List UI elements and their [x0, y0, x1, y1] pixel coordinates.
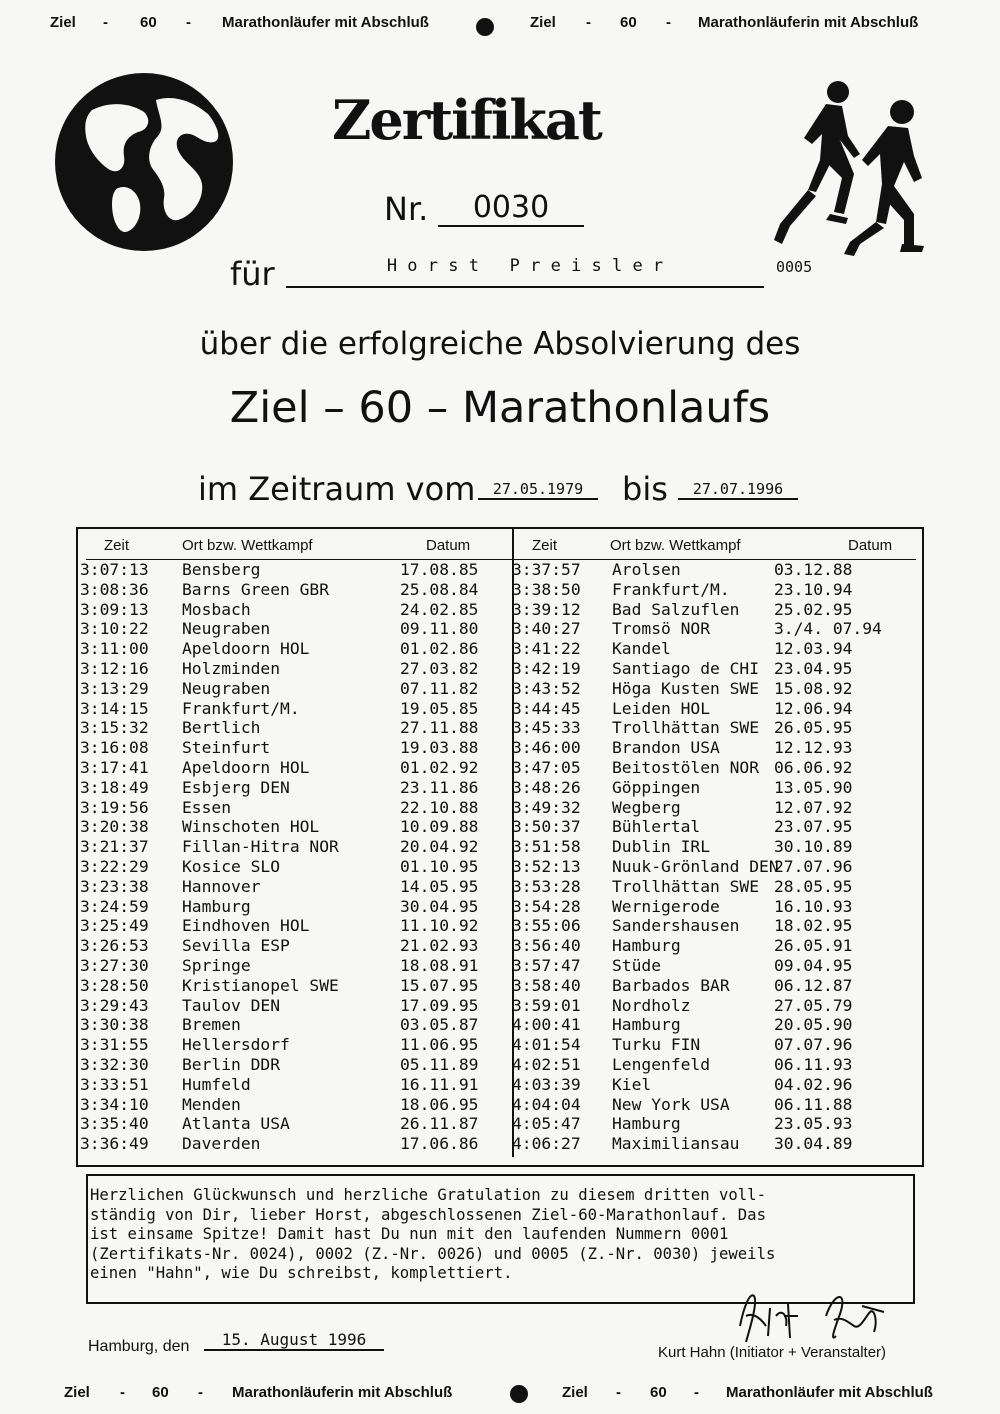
result-place: Bühlertal [612, 817, 701, 837]
period-from: 27.05.1979 [478, 480, 598, 500]
result-time: 4:01:54 [512, 1035, 581, 1055]
result-date: 11.10.92 [400, 916, 479, 936]
result-date: 12.07.92 [774, 797, 853, 817]
result-time: 3:17:41 [80, 757, 149, 777]
table-row [80, 1035, 500, 1055]
table-row [512, 778, 918, 798]
result-time: 3:26:53 [80, 936, 149, 956]
results-left-column [80, 560, 500, 1154]
result-place: Taulov DEN [182, 995, 281, 1015]
table-row [80, 619, 500, 639]
result-place: Trollhättan SWE [612, 718, 760, 738]
result-date: 17.09.95 [400, 995, 479, 1015]
table-row [512, 1035, 918, 1055]
banner-dash: - [186, 14, 191, 31]
result-date: 30.04.95 [400, 896, 479, 916]
table-row [512, 1015, 918, 1035]
result-time: 3:41:22 [512, 639, 581, 659]
table-row [512, 798, 918, 818]
result-place: Hamburg [612, 1114, 681, 1134]
table-row [80, 1055, 500, 1075]
banner-word: Ziel [530, 14, 556, 31]
result-time: 3:10:22 [80, 619, 149, 639]
result-date: 11.06.95 [400, 1035, 479, 1055]
table-row [80, 916, 500, 936]
result-time: 3:48:26 [512, 777, 581, 797]
signer-name: Kurt Hahn (Initiator + Veranstalter) [658, 1344, 887, 1361]
result-date: 06.12.87 [774, 975, 853, 995]
result-place: Trollhättan SWE [612, 876, 760, 896]
table-row [512, 857, 918, 877]
result-place: Eindhoven HOL [182, 916, 310, 936]
result-date: 09.04.95 [774, 955, 853, 975]
result-place: Hamburg [612, 1015, 681, 1035]
banner-dash: - [103, 14, 108, 31]
table-row [80, 738, 500, 758]
result-date: 13.05.90 [774, 777, 853, 797]
banner-dash: - [198, 1384, 203, 1401]
result-time: 3:39:12 [512, 599, 581, 619]
period-to: 27.07.1996 [678, 480, 798, 500]
table-row [80, 560, 500, 580]
result-time: 3:53:28 [512, 876, 581, 896]
result-date: 23.05.93 [774, 1114, 853, 1134]
bullet-dot-icon [476, 18, 494, 36]
result-date: 14.05.95 [400, 876, 479, 896]
result-time: 3:07:13 [80, 560, 149, 579]
result-date: 26.05.95 [774, 718, 853, 738]
result-date: 05.11.89 [400, 1054, 479, 1074]
result-place: Arolsen [612, 560, 681, 579]
table-row [80, 976, 500, 996]
result-place: Kosice SLO [182, 856, 281, 876]
result-place: Bremen [182, 1015, 241, 1035]
result-date: 07.11.82 [400, 678, 479, 698]
table-row [512, 1114, 918, 1134]
result-time: 3:43:52 [512, 678, 581, 698]
table-row [512, 659, 918, 679]
banner-text: Marathonläuferin mit Abschluß [232, 1384, 453, 1401]
period-to-label: bis [622, 470, 668, 508]
result-date: 18.02.95 [774, 916, 853, 936]
table-row [80, 1015, 500, 1035]
result-time: 3:58:40 [512, 975, 581, 995]
table-row [512, 738, 918, 758]
banner-dash: - [694, 1384, 699, 1401]
result-time: 3:20:38 [80, 817, 149, 837]
banner-dash: - [616, 1384, 621, 1401]
table-row [512, 1075, 918, 1095]
result-place: Turku FIN [612, 1035, 701, 1055]
result-date: 26.11.87 [400, 1114, 479, 1134]
result-date: 19.03.88 [400, 738, 479, 758]
result-date: 06.06.92 [774, 757, 853, 777]
result-time: 3:25:49 [80, 916, 149, 936]
result-place: Lengenfeld [612, 1054, 711, 1074]
result-time: 3:52:13 [512, 856, 581, 876]
result-place: Maximiliansau [612, 1134, 740, 1154]
table-row [80, 936, 500, 956]
period-label: im Zeitraum vom [198, 470, 476, 508]
result-place: Santiago de CHI [612, 658, 760, 678]
table-row [80, 956, 500, 976]
result-place: Menden [182, 1094, 241, 1114]
result-time: 4:00:41 [512, 1015, 581, 1035]
result-date: 15.07.95 [400, 975, 479, 995]
results-right-column [512, 560, 918, 1154]
banner-number: 60 [152, 1384, 169, 1401]
result-time: 3:15:32 [80, 718, 149, 738]
place-label: Hamburg, den [88, 1338, 190, 1355]
result-place: Essen [182, 797, 232, 817]
result-place: Wernigerode [612, 896, 720, 916]
header-date: Datum [426, 537, 471, 554]
table-row [80, 798, 500, 818]
table-row [80, 857, 500, 877]
table-row [512, 877, 918, 897]
result-date: 06.11.93 [774, 1054, 853, 1074]
result-time: 3:33:51 [80, 1074, 149, 1094]
result-place: Humfeld [182, 1074, 251, 1094]
result-time: 3:44:45 [512, 698, 581, 718]
result-time: 3:32:30 [80, 1054, 149, 1074]
result-place: Stüde [612, 955, 662, 975]
table-row [512, 699, 918, 719]
result-place: Sandershausen [612, 916, 740, 936]
bottom-banner [0, 1384, 1000, 1414]
result-time: 3:29:43 [80, 995, 149, 1015]
result-date: 16.10.93 [774, 896, 853, 916]
table-row [512, 956, 918, 976]
result-place: Dublin IRL [612, 837, 711, 857]
result-date: 03.12.88 [774, 560, 853, 579]
result-date: 03.05.87 [400, 1015, 479, 1035]
result-time: 3:35:40 [80, 1114, 149, 1134]
table-row [512, 580, 918, 600]
result-date: 22.10.88 [400, 797, 479, 817]
result-date: 12.03.94 [774, 639, 853, 659]
table-row [80, 580, 500, 600]
result-place: Hamburg [612, 936, 681, 956]
header-time: Zeit [532, 537, 558, 554]
result-place: Steinfurt [182, 738, 271, 758]
result-date: 25.08.84 [400, 579, 479, 599]
banner-number: 60 [650, 1384, 667, 1401]
table-row [80, 877, 500, 897]
result-place: Hellersdorf [182, 1035, 290, 1055]
result-time: 3:08:36 [80, 579, 149, 599]
table-row [80, 1075, 500, 1095]
table-row [512, 679, 918, 699]
result-place: Tromsö NOR [612, 619, 711, 639]
result-time: 4:02:51 [512, 1054, 581, 1074]
result-time: 3:47:05 [512, 757, 581, 777]
table-row [80, 778, 500, 798]
banner-word: Ziel [64, 1384, 90, 1401]
congratulation-message: Herzlichen Glückwunsch und herzliche Gratulation zu diesem dritten voll- ständig von Dir, lieber Horst, abgeschlossenen Ziel-60-Marathonlauf. Das ist einsame Spitze! Damit hast Du nun mit den laufenden Nummern 0001 (Zertifikats-Nr. 0024), 0002 (Z.-Nr. 0026) und 0005 (Z.-Nr. 0030) jeweils einen "Hahn", wie Du schreibst, komplettiert. [90, 1186, 776, 1282]
table-row [80, 897, 500, 917]
result-date: 27.03.82 [400, 658, 479, 678]
result-time: 3:45:33 [512, 718, 581, 738]
result-time: 3:21:37 [80, 837, 149, 857]
banner-text: Marathonläufer mit Abschluß [222, 14, 429, 31]
result-time: 3:50:37 [512, 817, 581, 837]
result-date: 26.05.91 [774, 936, 853, 956]
result-place: Kiel [612, 1074, 652, 1094]
result-time: 4:04:04 [512, 1094, 581, 1114]
result-time: 3:51:58 [512, 837, 581, 857]
banner-word: Ziel [562, 1384, 588, 1401]
result-date: 01.10.95 [400, 856, 479, 876]
result-time: 3:56:40 [512, 936, 581, 956]
result-place: Neugraben [182, 678, 271, 698]
result-date: 21.02.93 [400, 936, 479, 956]
result-time: 4:05:47 [512, 1114, 581, 1134]
result-time: 3:49:32 [512, 797, 581, 817]
result-place: Nordholz [612, 995, 691, 1015]
result-place: Bertlich [182, 718, 261, 738]
result-place: Holzminden [182, 658, 281, 678]
result-place: Atlanta USA [182, 1114, 290, 1134]
result-time: 3:16:08 [80, 738, 149, 758]
result-date: 19.05.85 [400, 698, 479, 718]
result-time: 3:14:15 [80, 698, 149, 718]
result-time: 3:19:56 [80, 797, 149, 817]
table-row [512, 1055, 918, 1075]
result-time: 3:38:50 [512, 579, 581, 599]
result-time: 3:34:10 [80, 1094, 149, 1114]
result-place: Mosbach [182, 599, 251, 619]
result-place: Barns Green GBR [182, 579, 330, 599]
result-date: 18.08.91 [400, 955, 479, 975]
table-row [80, 659, 500, 679]
table-row [512, 897, 918, 917]
globe-icon [52, 70, 236, 254]
result-date: 23.11.86 [400, 777, 479, 797]
header-date: Datum [848, 537, 893, 554]
result-time: 3:30:38 [80, 1015, 149, 1035]
banner-number: 60 [140, 14, 157, 31]
result-date: 07.07.96 [774, 1035, 853, 1055]
issue-date: 15. August 1996 [204, 1330, 384, 1351]
result-date: 20.04.92 [400, 837, 479, 857]
header-place: Ort bzw. Wettkampf [610, 537, 741, 554]
result-place: Nuuk-Grönland DEN [612, 856, 779, 876]
result-place: Springe [182, 955, 251, 975]
result-date: 15.08.92 [774, 678, 853, 698]
table-row [512, 718, 918, 738]
table-row [512, 600, 918, 620]
result-date: 23.07.95 [774, 817, 853, 837]
table-row [80, 1134, 500, 1154]
result-time: 3:57:47 [512, 955, 581, 975]
nr-label: Nr. [384, 190, 429, 228]
result-date: 06.11.88 [774, 1094, 853, 1114]
table-row [80, 817, 500, 837]
table-row [512, 639, 918, 659]
table-row [80, 1095, 500, 1115]
table-row [80, 639, 500, 659]
result-date: 28.05.95 [774, 876, 853, 896]
result-time: 3:36:49 [80, 1134, 149, 1154]
achievement-line: über die erfolgreiche Absolvierung des [199, 326, 801, 362]
result-date: 30.04.89 [774, 1134, 853, 1154]
result-date: 25.02.95 [774, 599, 853, 619]
table-row [512, 817, 918, 837]
table-row [80, 600, 500, 620]
banner-text: Marathonläufer mit Abschluß [726, 1384, 933, 1401]
result-time: 3:54:28 [512, 896, 581, 916]
result-date: 01.02.86 [400, 639, 479, 659]
result-place: Hannover [182, 876, 261, 896]
result-date: 17.08.85 [400, 560, 479, 579]
result-time: 3:27:30 [80, 955, 149, 975]
result-time: 4:03:39 [512, 1074, 581, 1094]
result-place: Hamburg [182, 896, 251, 916]
result-place: Kristianopel SWE [182, 975, 339, 995]
table-row [80, 679, 500, 699]
result-place: Apeldoorn HOL [182, 757, 310, 777]
table-row [80, 758, 500, 778]
result-place: Barbados BAR [612, 975, 730, 995]
certificate-title: Zertifikat [332, 88, 601, 152]
result-place: Fillan-Hitra NOR [182, 837, 339, 857]
result-date: 01.02.92 [400, 757, 479, 777]
result-date: 27.11.88 [400, 718, 479, 738]
result-time: 3:11:00 [80, 639, 149, 659]
result-date: 27.07.96 [774, 856, 853, 876]
result-place: Daverden [182, 1134, 261, 1154]
side-number: 0005 [776, 258, 813, 276]
result-time: 3:18:49 [80, 777, 149, 797]
result-time: 3:42:19 [512, 658, 581, 678]
fuer-label: für [230, 255, 275, 293]
result-date: 12.12.93 [774, 738, 853, 758]
runners-icon [768, 74, 938, 262]
result-date: 23.04.95 [774, 658, 853, 678]
result-date: 09.11.80 [400, 619, 479, 639]
result-place: Apeldoorn HOL [182, 639, 310, 659]
result-date: 23.10.94 [774, 579, 853, 599]
result-date: 04.02.96 [774, 1074, 853, 1094]
table-row [512, 837, 918, 857]
result-date: 27.05.79 [774, 995, 853, 1015]
result-time: 3:55:06 [512, 916, 581, 936]
result-place: Frankfurt/M. [182, 698, 300, 718]
result-time: 3:28:50 [80, 975, 149, 995]
banner-dash: - [586, 14, 591, 31]
banner-dash: - [666, 14, 671, 31]
result-date: 30.10.89 [774, 837, 853, 857]
result-date: 18.06.95 [400, 1094, 479, 1114]
result-place: Frankfurt/M. [612, 579, 730, 599]
result-place: Bad Salzuflen [612, 599, 740, 619]
result-date: 24.02.85 [400, 599, 479, 619]
result-place: Göppingen [612, 777, 701, 797]
table-row [512, 916, 918, 936]
result-place: New York USA [612, 1094, 730, 1114]
result-place: Esbjerg DEN [182, 777, 290, 797]
result-date: 3./4. 07.94 [774, 619, 882, 639]
result-time: 3:46:00 [512, 738, 581, 758]
result-date: 10.09.88 [400, 817, 479, 837]
recipient-name: H o r s t P r e i s l e r [286, 256, 764, 288]
signature-icon [730, 1286, 900, 1350]
result-place: Beitostölen NOR [612, 757, 760, 777]
event-name: Ziel – 60 – Marathonlaufs [229, 383, 771, 433]
table-row [80, 996, 500, 1016]
banner-dash: - [120, 1384, 125, 1401]
banner-text: Marathonläuferin mit Abschluß [698, 14, 919, 31]
result-time: 4:06:27 [512, 1134, 581, 1154]
result-time: 3:12:16 [80, 658, 149, 678]
result-place: Bensberg [182, 560, 261, 579]
result-date: 20.05.90 [774, 1015, 853, 1035]
table-row [512, 996, 918, 1016]
result-place: Kandel [612, 639, 671, 659]
result-time: 3:22:29 [80, 856, 149, 876]
top-banner [0, 14, 1000, 44]
table-row [80, 699, 500, 719]
result-date: 16.11.91 [400, 1074, 479, 1094]
result-time: 3:59:01 [512, 995, 581, 1015]
table-row [80, 837, 500, 857]
result-time: 3:13:29 [80, 678, 149, 698]
table-row [512, 758, 918, 778]
result-time: 3:24:59 [80, 896, 149, 916]
table-row [512, 976, 918, 996]
table-row [512, 1095, 918, 1115]
result-place: Höga Kusten SWE [612, 678, 760, 698]
result-time: 3:31:55 [80, 1035, 149, 1055]
result-place: Wegberg [612, 797, 681, 817]
banner-number: 60 [620, 14, 637, 31]
result-place: Brandon USA [612, 738, 720, 758]
certificate-number: 0030 [438, 190, 584, 227]
header-place: Ort bzw. Wettkampf [182, 537, 313, 554]
result-place: Neugraben [182, 619, 271, 639]
result-time: 3:09:13 [80, 599, 149, 619]
result-date: 12.06.94 [774, 698, 853, 718]
result-place: Winschoten HOL [182, 817, 320, 837]
table-row [80, 1114, 500, 1134]
result-place: Berlin DDR [182, 1054, 281, 1074]
table-row [512, 619, 918, 639]
result-date: 17.06.86 [400, 1134, 479, 1154]
table-row [512, 560, 918, 580]
result-time: 3:23:38 [80, 876, 149, 896]
table-row [80, 718, 500, 738]
table-row [512, 936, 918, 956]
result-place: Sevilla ESP [182, 936, 290, 956]
bullet-dot-icon [510, 1385, 528, 1403]
result-time: 3:37:57 [512, 560, 581, 579]
table-row [512, 1134, 918, 1154]
header-time: Zeit [104, 537, 130, 554]
result-time: 3:40:27 [512, 619, 581, 639]
result-place: Leiden HOL [612, 698, 711, 718]
banner-word: Ziel [50, 14, 76, 31]
